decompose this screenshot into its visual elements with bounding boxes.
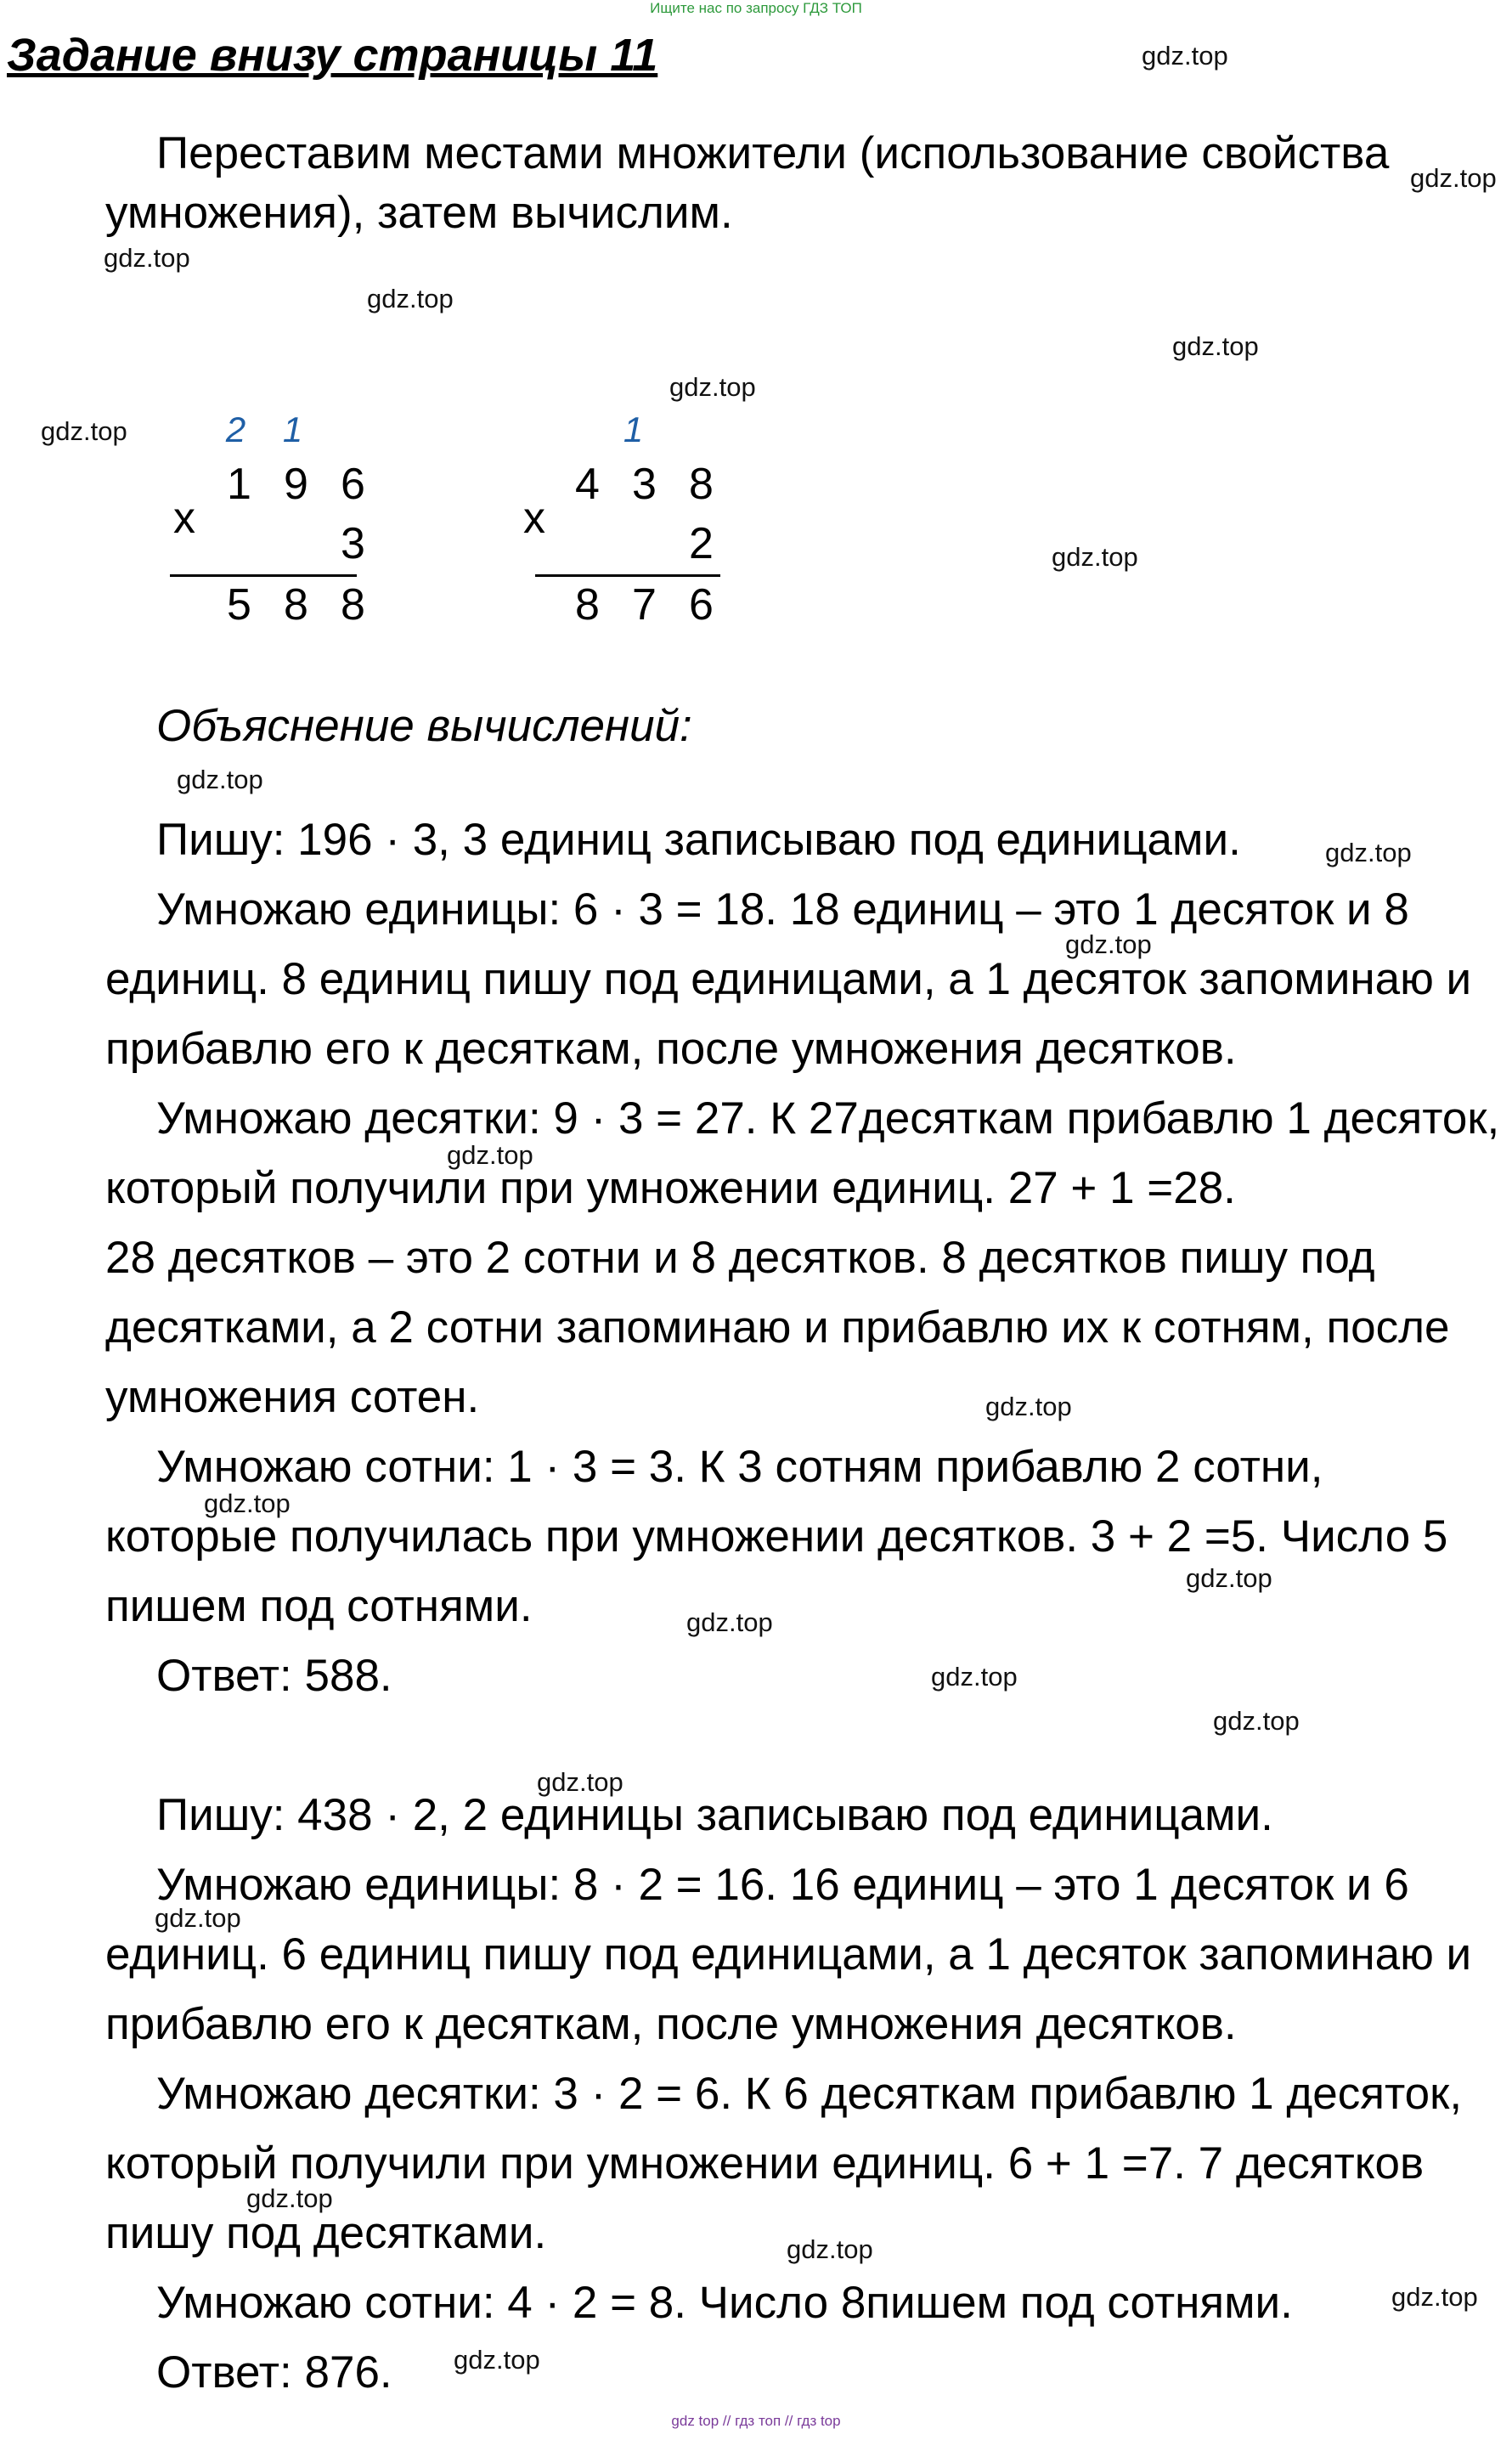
part2-line: Умножаю десятки: 3 · 2 = 6. К 6 десяткам прибавлю 1 десяток, <box>156 2069 1463 2119</box>
watermark: gdz.top <box>1325 838 1412 867</box>
part1-line: Умножаю сотни: 1 · 3 = 3. К 3 сотням прибавлю 2 сотни, <box>156 1442 1323 1492</box>
calc1-multiply-sign: x <box>173 494 195 543</box>
calc1-top-digit: 6 <box>341 460 365 509</box>
watermark: gdz.top <box>1213 1706 1300 1736</box>
part1-line: прибавлю его к десяткам, после умножения десятков. <box>105 1024 1237 1074</box>
watermark: gdz.top <box>447 1140 533 1170</box>
watermark: gdz.top <box>177 765 263 794</box>
calc2-result-digit: 8 <box>575 580 600 630</box>
watermark: gdz.top <box>367 284 454 313</box>
watermark: gdz.top <box>1065 929 1152 959</box>
part1-line: который получили при умножении единиц. 27 + 1 =28. <box>105 1163 1236 1213</box>
part2-line: который получили при умножении единиц. 6 + 1 =7. 7 десятков <box>105 2138 1425 2189</box>
calc2-top-digit: 8 <box>689 460 714 509</box>
calc2-top-digit: 4 <box>575 460 600 509</box>
part2-line: единиц. 6 единиц пишу под единицами, а 1 десяток запоминаю и <box>105 1929 1472 1980</box>
part1-line: 28 десятков – это 2 сотни и 8 десятков. 8 десятков пишу под <box>105 1233 1375 1283</box>
calc2-top-number <box>559 459 730 510</box>
part1-line: пишем под сотнями. <box>105 1581 533 1631</box>
calc1-result-digit: 8 <box>284 580 308 630</box>
part2-line: Умножаю сотни: 4 · 2 = 8. Число 8пишем под сотнями. <box>156 2278 1293 2328</box>
calc1-result <box>211 579 381 630</box>
watermark: gdz.top <box>985 1392 1072 1421</box>
calc2-bottom-number <box>673 518 730 569</box>
part1-answer: Ответ: 588. <box>156 1651 392 1701</box>
top-banner[interactable]: Ищите нас по запросу ГДЗ ТОП <box>650 0 862 16</box>
watermark: gdz.top <box>1391 2282 1478 2312</box>
watermark: gdz.top <box>1410 163 1497 193</box>
part1-line: единиц. 8 единиц пишу под единицами, а 1 десяток запоминаю и <box>105 954 1472 1004</box>
calc2-bottom-digit: 2 <box>689 519 714 568</box>
calc1-bottom-digit: 3 <box>341 519 365 568</box>
watermark: gdz.top <box>155 1903 241 1933</box>
part1-line: умножения сотен. <box>105 1372 480 1422</box>
part1-line: Пишу: 196 · 3, 3 единиц записываю под единицами. <box>156 815 1241 865</box>
part1-line: Умножаю единицы: 6 · 3 = 18. 18 единиц – это 1 десяток и 8 <box>156 884 1409 935</box>
watermark: gdz.top <box>41 416 127 446</box>
watermark: gdz.top <box>787 2234 873 2264</box>
calc1-bottom-number <box>324 518 381 569</box>
part1-line: которые получилась при умножении десятков. 3 + 2 =5. Число 5 <box>105 1511 1448 1562</box>
watermark: gdz.top <box>1186 1563 1272 1593</box>
intro-line-1: Переставим местами множители (использование свойства <box>156 128 1390 178</box>
explanation-heading: Объяснение вычислений: <box>156 701 692 751</box>
calc2-result <box>559 579 730 630</box>
calc1-top-digit: 1 <box>227 460 251 509</box>
part2-line: пишу под десятками. <box>105 2208 547 2258</box>
watermark: gdz.top <box>1172 331 1259 361</box>
calc2-multiply-sign: x <box>523 494 545 543</box>
part2-line: прибавлю его к десяткам, после умножения десятков. <box>105 1999 1237 2049</box>
part1-line: Умножаю десятки: 9 · 3 = 27. К 27десяткам прибавлю 1 десяток, <box>156 1093 1500 1144</box>
calc2-carry-digit: 1 <box>623 409 644 449</box>
calc1-result-digit: 8 <box>341 580 365 630</box>
part2-line: Пишу: 438 · 2, 2 единицы записываю под единицами. <box>156 1790 1273 1840</box>
calc2-divider-line <box>535 574 720 577</box>
watermark: gdz.top <box>454 2345 540 2375</box>
calc2-result-digit: 7 <box>632 580 657 630</box>
part2-answer: Ответ: 876. <box>156 2347 392 2398</box>
watermark: gdz.top <box>1052 542 1138 572</box>
calc2-result-digit: 6 <box>689 580 714 630</box>
calc1-top-digit: 9 <box>284 460 308 509</box>
watermark: gdz.top <box>1142 41 1228 71</box>
watermark: gdz.top <box>669 372 756 402</box>
part2-line: Умножаю единицы: 8 · 2 = 16. 16 единиц – это 1 десяток и 6 <box>156 1860 1409 1910</box>
watermark: gdz.top <box>931 1662 1018 1692</box>
calc1-top-number <box>211 459 381 510</box>
calc2-carry <box>605 409 662 450</box>
footer-links[interactable]: gdz top // гдз топ // гдз top <box>671 2413 841 2429</box>
calc2-top-digit: 3 <box>632 460 657 509</box>
calc1-carry <box>207 409 321 450</box>
watermark: gdz.top <box>537 1767 623 1797</box>
watermark: gdz.top <box>686 1607 773 1637</box>
calc1-carry-digit: 2 <box>225 409 246 449</box>
calc1-carry-digit: 1 <box>282 409 303 449</box>
watermark: gdz.top <box>204 1488 291 1518</box>
watermark: gdz.top <box>104 243 190 273</box>
intro-line-2: умножения), затем вычислим. <box>105 188 733 238</box>
page-title: Задание внизу страницы 11 <box>7 30 658 81</box>
part1-line: десятками, а 2 сотни запоминаю и прибавлю их к сотням, после <box>105 1302 1450 1353</box>
calc1-result-digit: 5 <box>227 580 251 630</box>
calc1-divider-line <box>170 574 357 577</box>
watermark: gdz.top <box>246 2183 333 2213</box>
